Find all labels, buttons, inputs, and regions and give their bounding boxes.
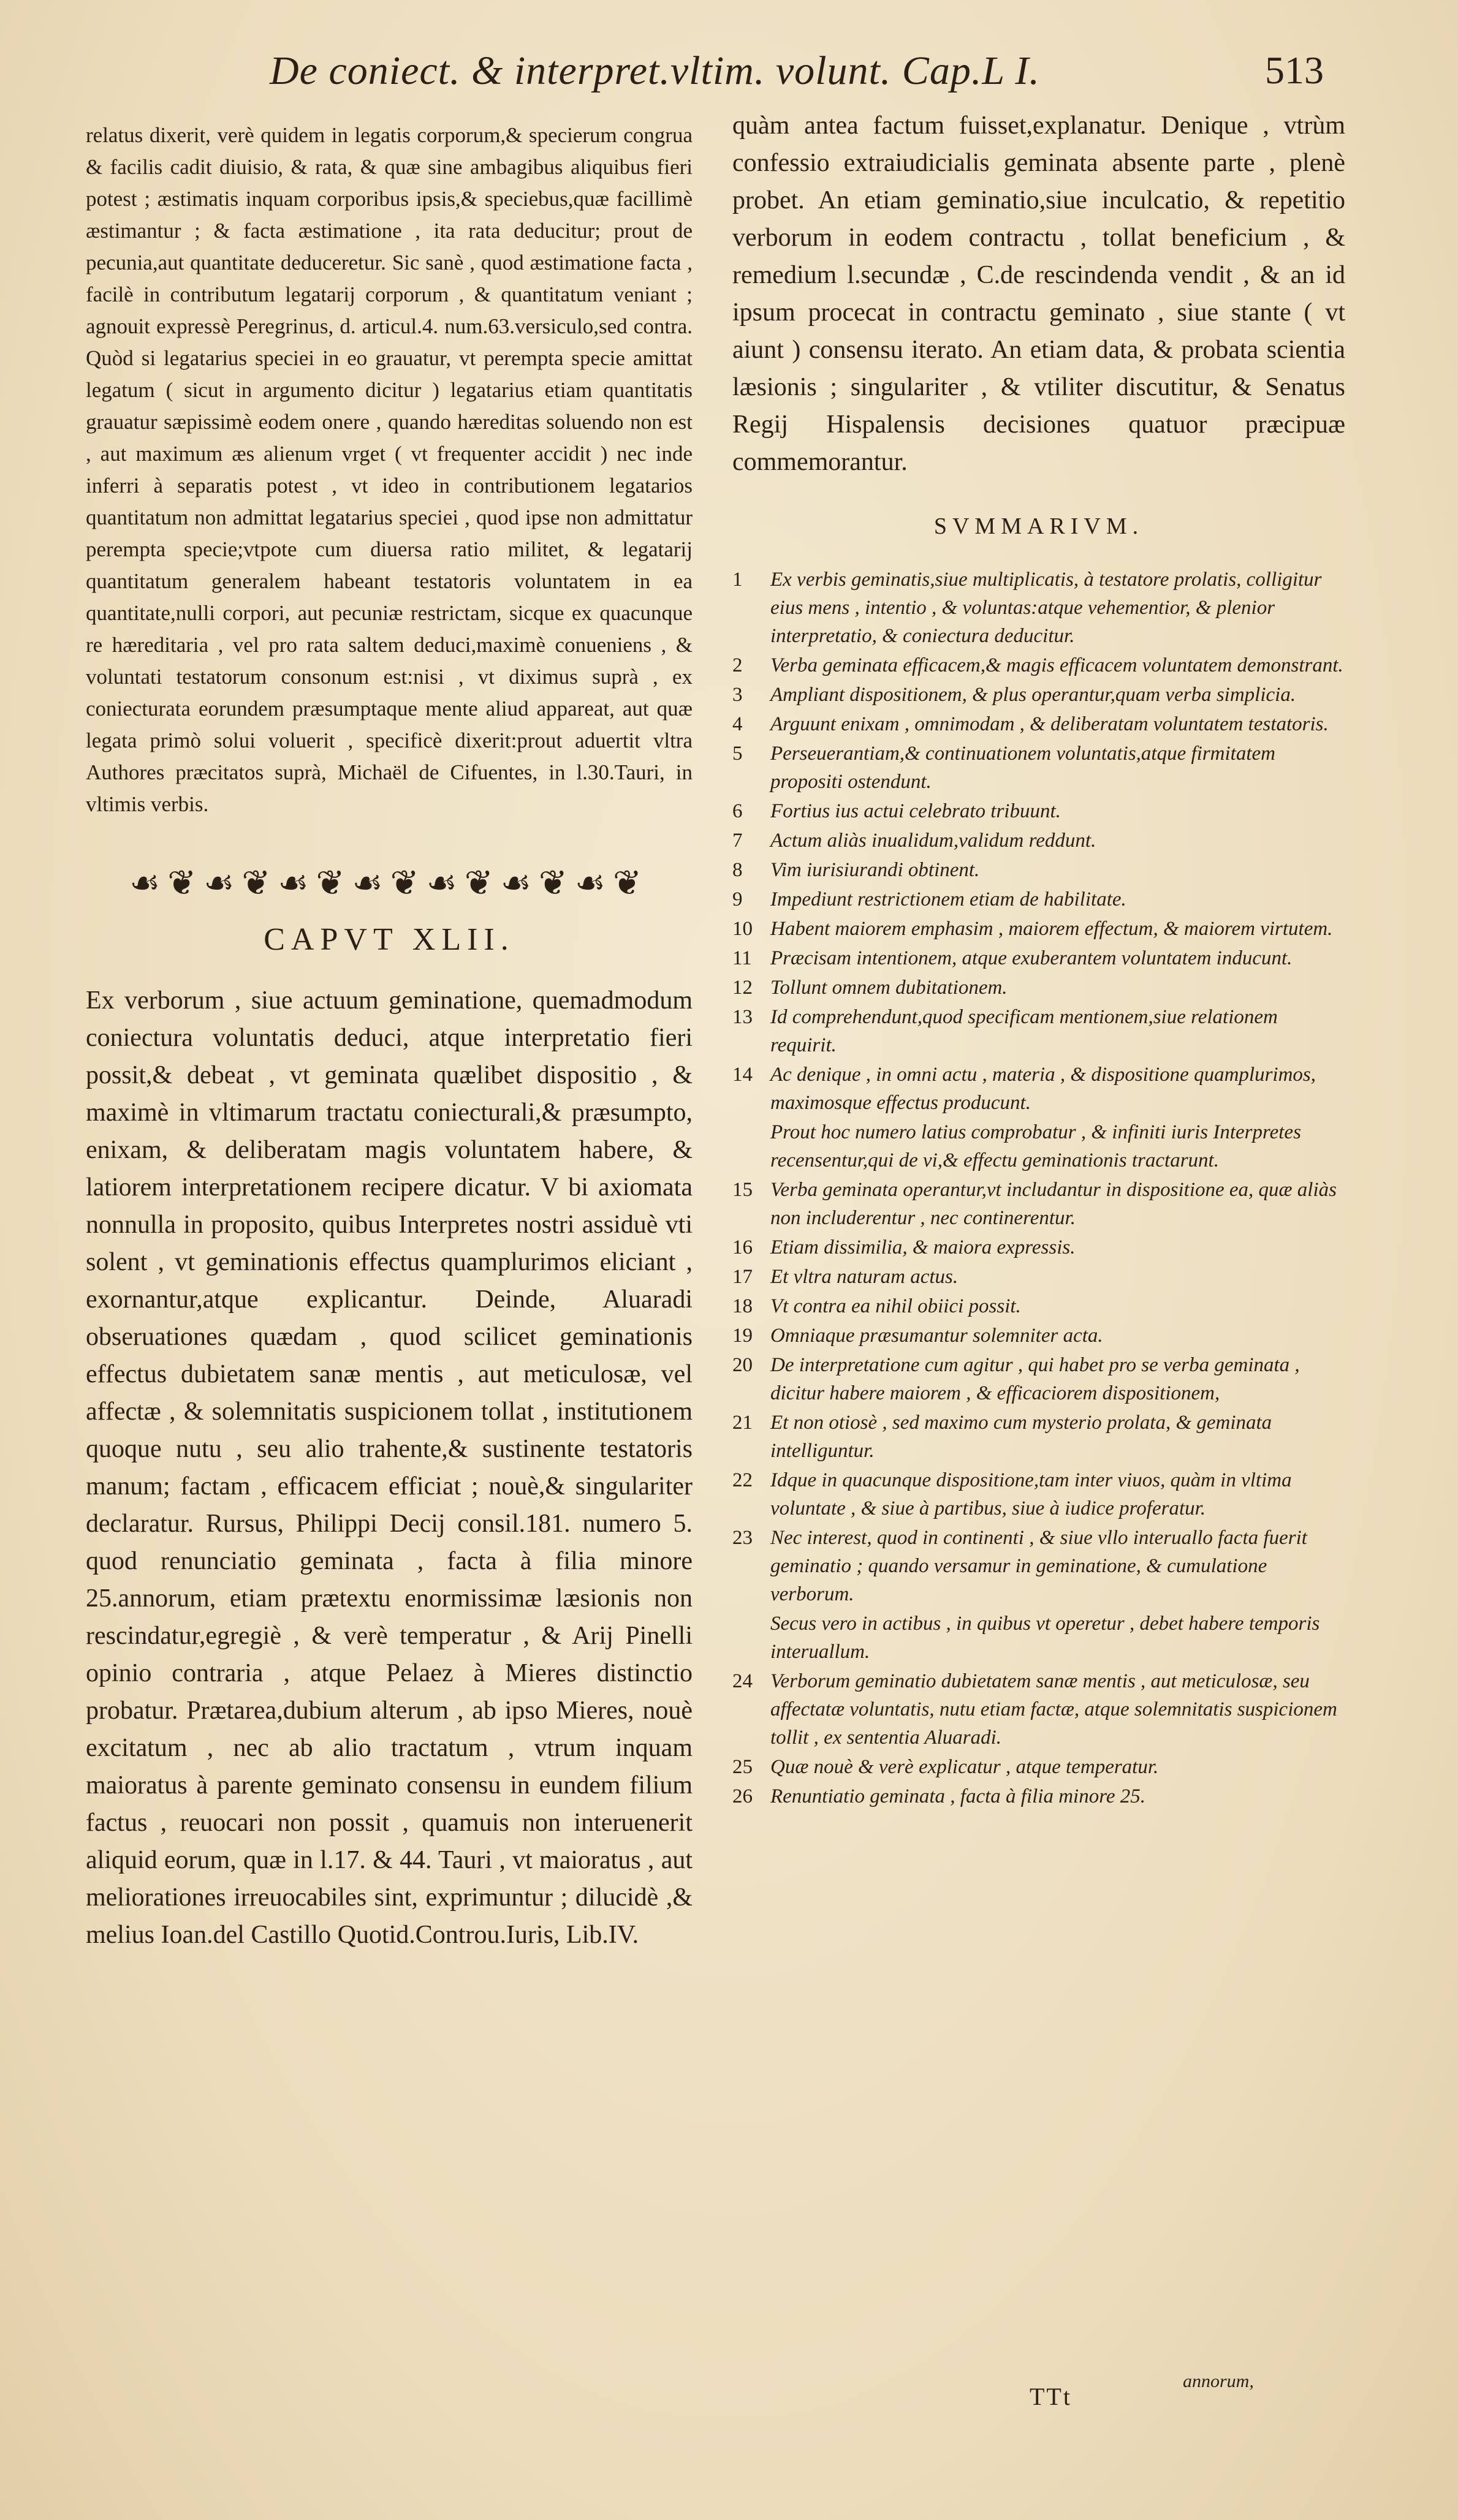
summary-item-number: 12 <box>732 977 753 999</box>
summary-item-number: 1 <box>732 569 743 591</box>
summary-item <box>732 944 1345 972</box>
summary-item <box>732 1292 1345 1320</box>
summary-item-number: 6 <box>732 800 743 822</box>
summary-item-number: 25 <box>732 1756 753 1778</box>
summary-item-number: 3 <box>732 684 743 706</box>
summary-item-text: Nec interest, quod in continenti , & siue vllo interuallo facta fuerit geminatio ; quando versamur in geminatione, & cumulatione verborum. <box>770 1527 1307 1605</box>
summary-item-text: Ex verbis geminatis,siue multiplicatis, à testatore prolatis, colligitur eius mens , intentio , & voluntas:atque vehementior, & plenior interpretatio, & coniectura deducitur. <box>770 569 1322 647</box>
summary-item-text: Vt contra ea nihil obiici possit. <box>770 1295 1021 1317</box>
summary-item <box>732 1061 1345 1117</box>
summary-item-number: 10 <box>732 918 753 940</box>
continuation-paragraph: relatus dixerit, verè quidem in legatis corporum,& specierum congrua & facilis cadit diuisio, & rata, & quæ sine ambagibus aliquibus fieri potest ; æstimatis inquam corporibus ipsis,& speciebus,quæ facillimè æstimantur ; & facta æstimatione , ita rata deducitur; prout de pecunia,aut quantitate deduceretur. Sic sanè , quod æstimatione facta , facilè in contributum legatarij corporum , & quantitatum veniant ; agnouit expressè Peregrinus, d. articul.4. num.63.versiculo,sed contra. Quòd si legatarius speciei in eo grauatur, vt perempta specie amittat legatum ( sicut in argumento dicitur ) legatarius etiam quantitatis grauatur sæpissimè eodem onere , quando hæreditas soluendo non est , aut maximum æs alienum vrget ( vt frequenter accidit ) nec inde inferri à separatis potest , vt ideo in contributionem legatarios quantitatum non admittat legatarius speciei , quod ipse non admittatur perempta specie;vtpote cum diuersa ratio militet, & legatarij quantitatum generalem habeant testatoris voluntatem in ea quantitate,nulli corpori, aut pecuniæ restrictam, sicque ex quacunque re hæreditaria , vel pro rata saltem deduci,maximè conueniens , & voluntati testatorum consonum est:nisi , vt diximus suprà , ex coniecturata eorundem præsumptaque mente aliud appareat, aut quæ legata primò solui voluerit , specificè dixerit:prout aduertit vltra Authores præcitatos suprà, Michaël de Cifuentes, in l.30.Tauri, in vltimis verbis. <box>86 123 693 816</box>
summary-item-number: 8 <box>732 859 743 881</box>
summary-item-text: Habent maiorem emphasim , maiorem effectum, & maiorem virtutem. <box>770 918 1333 940</box>
summary-item <box>732 566 1345 650</box>
summary-item-text: Impediunt restrictionem etiam de habilitate. <box>770 888 1126 910</box>
summary-item <box>732 1524 1345 1608</box>
summary-item-number: 5 <box>732 743 743 765</box>
summary-item-text: Idque in quacunque dispositione,tam inter viuos, quàm in vltima voluntate , & siue à partibus, siue à iudice proferatur. <box>770 1469 1292 1519</box>
signature-mark: TTt <box>1030 2383 1072 2410</box>
summary-item-number: 23 <box>732 1527 753 1549</box>
summary-item <box>732 1409 1345 1465</box>
chapter-argument-continued: quàm antea factum fuisset,explanatur. Denique , vtrùm confessio extraiudicialis geminata absente parte , plenè probet. An etiam geminatio,siue inculcatio, & repetitio verborum in eodem contractu , tollat beneficium , & remedium l.secundæ , C.de rescindenda vendit , & an id ipsum procecat in contractu geminato , siue stante ( vt aiunt ) consensu iterato. An etiam data, & probata scientia læsionis ; singulariter , & vtiliter discutitur, & Senatus Regij Hispalensis decisiones quatuor præcipuæ commemorantur. <box>732 112 1345 476</box>
summary-item <box>732 740 1345 796</box>
summary-item-number <box>732 1610 770 1666</box>
summary-item <box>732 1003 1345 1059</box>
page-number: 513 <box>1265 48 1324 92</box>
summary-item-number: 13 <box>732 1006 753 1028</box>
summary-item-number: 24 <box>732 1670 753 1692</box>
summary-item-text: Prout hoc numero latius comprobatur , & infiniti iuris Interpretes recensentur,qui de vi,& effectu geminationis tractarunt. <box>770 1121 1301 1171</box>
summary-item-text: De interpretatione cum agitur , qui habet pro se verba geminata , dicitur habere maiorem , & efficaciorem dispositionem, <box>770 1354 1300 1404</box>
summary-item-number: 7 <box>732 830 743 852</box>
summary-item-number: 4 <box>732 713 743 735</box>
summary-item <box>732 856 1345 884</box>
summary-item-text: Et vltra naturam actus. <box>770 1266 959 1288</box>
summary-item <box>732 974 1345 1002</box>
left-column <box>86 119 693 1954</box>
summary-item-number: 19 <box>732 1325 753 1347</box>
summary-item <box>732 1610 1345 1666</box>
summary-item <box>732 797 1345 825</box>
chapter-argument: Ex verborum , siue actuum geminatione, quemadmodum coniectura voluntatis deduci, atque interpretatio fieri possit,& debeat , vt geminata quælibet dispositio , & maximè in vltimarum tractatu coniecturali,& præsumpto, enixam, & deliberatam magis voluntatem habere, & latiorem interpretationem recipere dicatur. V bi axiomata nonnulla in proposito, quibus Interpretes nostri assiduè vti solent , vt geminationis effectus quamplurimos eliciant , exornantur,atque explicantur. Deinde, Aluaradi obseruationes quædam , quod scilicet geminationis effectus dubietatem sanæ mentis , aut meticulosæ, vel affectæ , & solemnitatis suspicionem tollat , institutionem quoque nutu , seu alio trahente,& sustinente testatoris manum; factam , efficacem efficiat ; nouè,& singulariter declaratur. Rursus, Philippi Decij consil.181. numero 5. quod renunciatio geminata , facta à filia minore 25.annorum, etiam prætextu enormissimæ læsionis non rescindatur,egregiè , & verè temperatur , & Arij Pinelli opinio contraria , atque Pelaez à Mieres distinctio probatur. Prætarea,dubium alterum , ab ipso Mieres, nouè excitatum , nec ab alio tractatum , vtrum inquam maioratus à parente geminato consensu in eundem filium factus , reuocari non possit , quamuis non interuenerit aliquid eorum, quæ in l.17. & 44. Tauri , vt maioratus , aut meliorationes irreuocabiles sint, exprimuntur ; dilucidè ,& melius Ioan.del Castillo Quotid.Controu.Iuris, Lib.IV. <box>86 986 693 1949</box>
summary-item-text: Quæ nouè & verè explicatur , atque temperatur. <box>770 1756 1159 1778</box>
summary-item-text: Arguunt enixam , omnimodam , & deliberatam voluntatem testatoris. <box>770 713 1329 735</box>
summary-list <box>732 566 1345 1811</box>
summary-item-text: Etiam dissimilia, & maiora expressis. <box>770 1236 1076 1258</box>
summary-item-text: Verba geminata efficacem,& magis efficacem voluntatem demonstrant. <box>770 654 1343 676</box>
summary-item-text: Secus vero in actibus , in quibus vt operetur , debet habere temporis interuallum. <box>770 1613 1320 1663</box>
fleuron-ornament: ☙❦☙❦☙❦☙❦☙❦☙❦☙❦ <box>129 863 649 903</box>
summary-item-number: 26 <box>732 1785 753 1807</box>
summary-item-text: Vim iurisiurandi obtinent. <box>770 859 980 881</box>
summary-item <box>732 1263 1345 1291</box>
summary-item-number <box>732 1118 770 1175</box>
summary-item-number: 15 <box>732 1179 753 1201</box>
summary-item-number: 14 <box>732 1064 753 1086</box>
summary-item-number: 9 <box>732 888 743 910</box>
summary-item-text: Præcisam intentionem, atque exuberantem voluntatem inducunt. <box>770 947 1293 969</box>
right-column <box>732 107 1345 1812</box>
summary-item <box>732 1233 1345 1262</box>
summary-item-number: 18 <box>732 1295 753 1317</box>
summary-item-text: Omniaque præsumantur solemniter acta. <box>770 1325 1103 1347</box>
summary-item-text: Verborum geminatio dubietatem sanæ mentis , aut meticulosæ, seu affectatæ voluntatis, nutu etiam factæ, atque solemnitatis suspicionem tollit , ex sententia Aluaradi. <box>770 1670 1337 1749</box>
summary-item <box>732 1466 1345 1523</box>
summary-item-text: Fortius ius actui celebrato tribuunt. <box>770 800 1061 822</box>
summary-item-text: Tollunt omnem dubitationem. <box>770 977 1008 999</box>
summary-item <box>732 1322 1345 1350</box>
summary-item-number: 17 <box>732 1266 753 1288</box>
summary-item-text: Id comprehendunt,quod specificam mentionem,siue relationem requirit. <box>770 1006 1278 1056</box>
summary-item-text: Renuntiatio geminata , facta à filia minore 25. <box>770 1785 1145 1807</box>
summary-item-number: 2 <box>732 654 743 676</box>
summary-item-text: Actum aliàs inualidum,validum reddunt. <box>770 830 1096 852</box>
summary-item <box>732 681 1345 709</box>
summary-item <box>732 1782 1345 1811</box>
summary-item <box>732 915 1345 943</box>
summary-item-number: 22 <box>732 1469 753 1491</box>
summary-item <box>732 1667 1345 1752</box>
summary-item <box>732 710 1345 738</box>
summary-item-text: Et non otiosè , sed maximo cum mysterio prolata, & geminata intelliguntur. <box>770 1412 1272 1462</box>
summary-item <box>732 1118 1345 1175</box>
summary-heading: SVMMARIVM. <box>933 513 1144 539</box>
chapter-heading: CAPVT XLII. <box>264 922 515 957</box>
catchword: annorum, <box>1183 2371 1254 2391</box>
summary-item-text: Perseuerantiam,& continuationem voluntatis,atque firmitatem propositi ostendunt. <box>770 743 1275 793</box>
summary-item <box>732 1176 1345 1232</box>
running-title: De coniect. & interpret.vltim. volunt. Cap.L I. <box>270 48 1040 93</box>
summary-item-text: Ac denique , in omni actu , materia , & dispositione quamplurimos, maximosque effectus producunt. <box>770 1064 1316 1114</box>
summary-item-text: Ampliant dispositionem, & plus operantur,quam verba simplicia. <box>770 684 1296 706</box>
summary-item-number: 16 <box>732 1236 753 1258</box>
summary-item-number: 11 <box>732 947 752 969</box>
summary-item-number: 21 <box>732 1412 753 1434</box>
summary-item <box>732 1351 1345 1407</box>
summary-item <box>732 827 1345 855</box>
summary-item <box>732 885 1345 914</box>
summary-item <box>732 1753 1345 1781</box>
summary-item <box>732 651 1345 679</box>
summary-item-number: 20 <box>732 1354 753 1376</box>
summary-item-text: Verba geminata operantur,vt includantur in dispositione ea, quæ aliàs non includerentur , nec continerentur. <box>770 1179 1337 1229</box>
